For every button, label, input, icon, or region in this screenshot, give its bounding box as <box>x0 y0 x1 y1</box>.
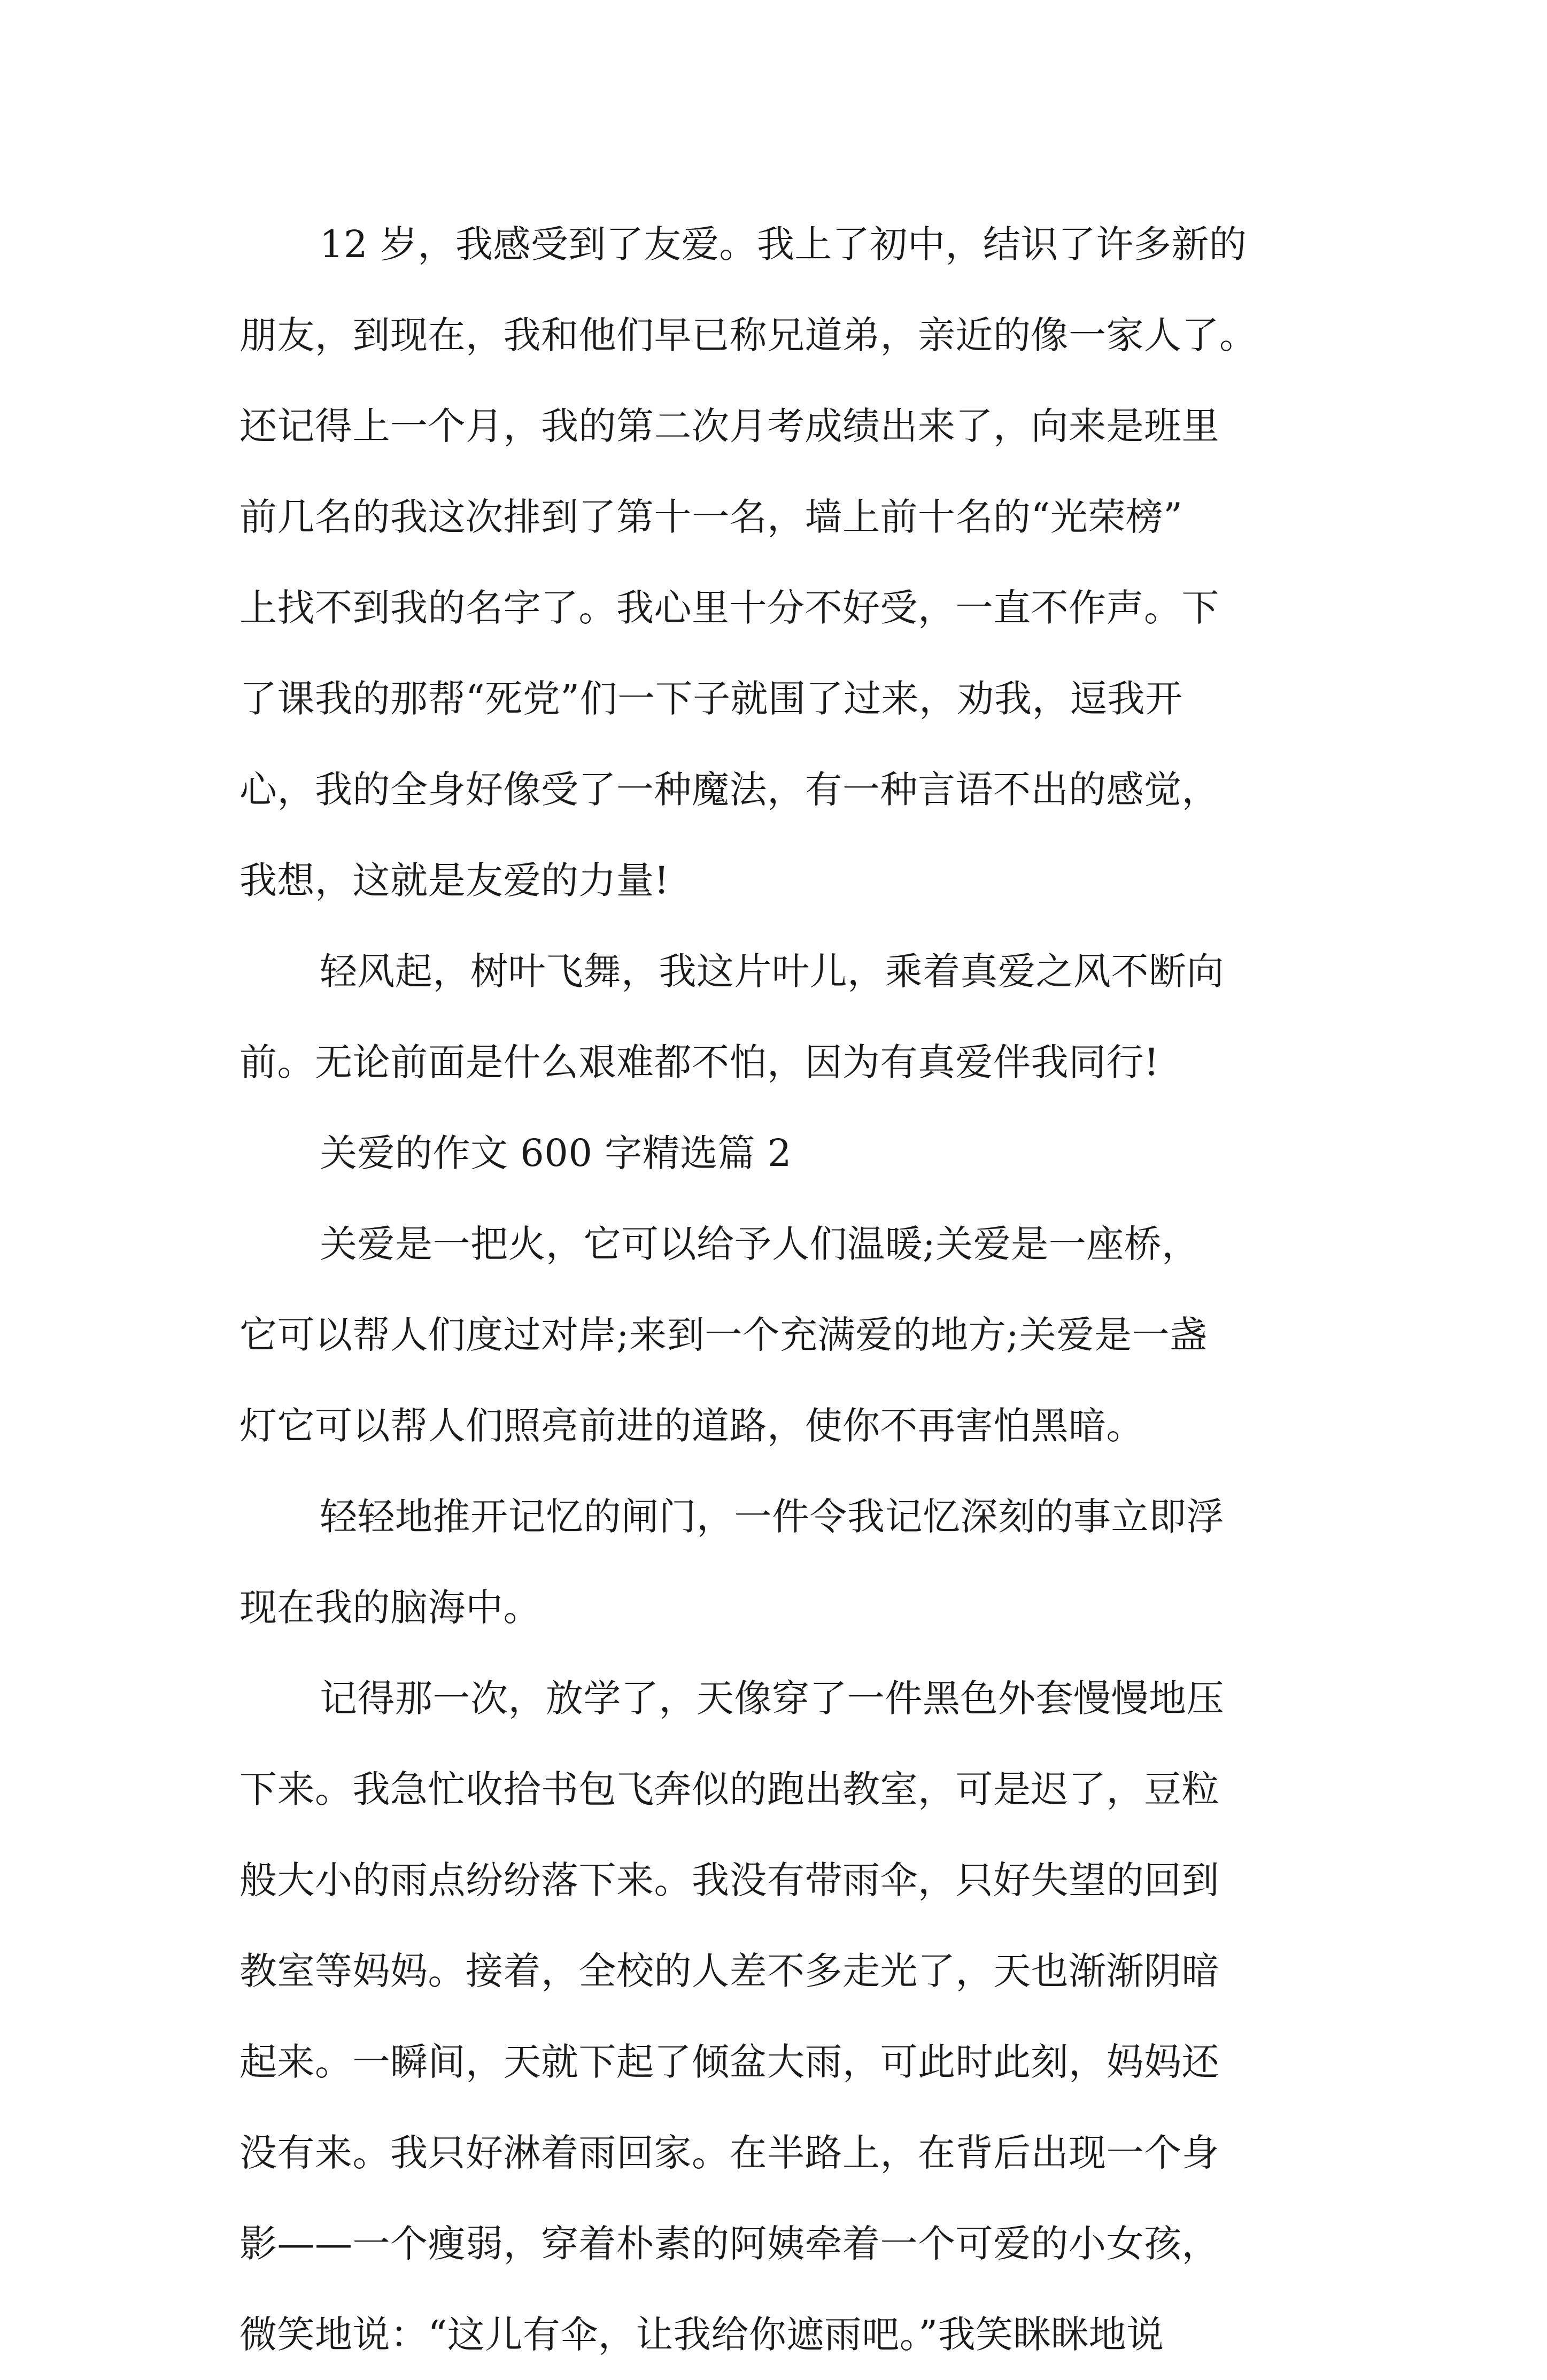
text-line: 微笑地说：“这儿有伞，让我给你遮雨吧。”我笑眯眯地说 <box>239 2313 1164 2356</box>
text-line: 关爱是一把火，它可以给予人们温暖;关爱是一座桥， <box>320 1222 1200 1266</box>
text-line: 没有来。我只好淋着雨回家。在半路上，在背后出现一个身 <box>239 2131 1219 2175</box>
text-line: 上找不到我的名字了。我心里十分不好受，一直不作声。下 <box>239 586 1219 630</box>
text-line: 般大小的雨点纷纷落下来。我没有带雨伞，只好失望的回到 <box>239 1858 1219 1902</box>
text-line: 现在我的脑海中。 <box>239 1586 541 1629</box>
text-line: 起来。一瞬间，天就下起了倾盆大雨，可此时此刻，妈妈还 <box>239 2040 1219 2084</box>
text-line: 灯它可以帮人们照亮前进的道路，使你不再害怕黑暗。 <box>239 1404 1144 1448</box>
text-line: 我想，这就是友爱的力量! <box>239 859 670 902</box>
text-line: 了课我的那帮“死党”们一下子就围了过来，劝我，逗我开 <box>239 677 1183 721</box>
text-line: 心，我的全身好像受了一种魔法，有一种言语不出的感觉， <box>239 768 1219 812</box>
text-line: 轻轻地推开记忆的闸门，一件令我记忆深刻的事立即浮 <box>320 1495 1224 1539</box>
text-line: 下来。我急忙收拾书包飞奔似的跑出教室，可是迟了，豆粒 <box>239 1767 1219 1811</box>
text-line: 它可以帮人们度过对岸;来到一个充满爱的地方;关爱是一盏 <box>239 1313 1208 1357</box>
text-line: 前。无论前面是什么艰难都不怕，因为有真爱伴我同行! <box>239 1040 1159 1084</box>
essay-body <box>239 199 1319 2380</box>
text-line: 影——一个瘦弱，穿着朴素的阿姨牵着一个可爱的小女孩， <box>239 2222 1219 2266</box>
text-line: 轻风起，树叶飞舞，我这片叶儿，乘着真爱之风不断向 <box>320 949 1224 993</box>
text-line: 还记得上一个月，我的第二次月考成绩出来了，向来是班里 <box>239 404 1219 448</box>
text-line: 12 岁，我感受到了友爱。我上了初中，结识了许多新的 <box>320 222 1247 266</box>
text-line: 教室等妈妈。接着，全校的人差不多走光了，天也渐渐阴暗 <box>239 1949 1219 1993</box>
text-line: 朋友，到现在，我和他们早已称兄道弟，亲近的像一家人了。 <box>239 313 1257 357</box>
text-line: 前几名的我这次排到了第十一名，墙上前十名的“光荣榜” <box>239 495 1183 539</box>
section-heading: 关爱的作文 600 字精选篇 2 <box>320 1131 792 1175</box>
text-line: 记得那一次，放学了，天像穿了一件黑色外套慢慢地压 <box>320 1676 1224 1720</box>
